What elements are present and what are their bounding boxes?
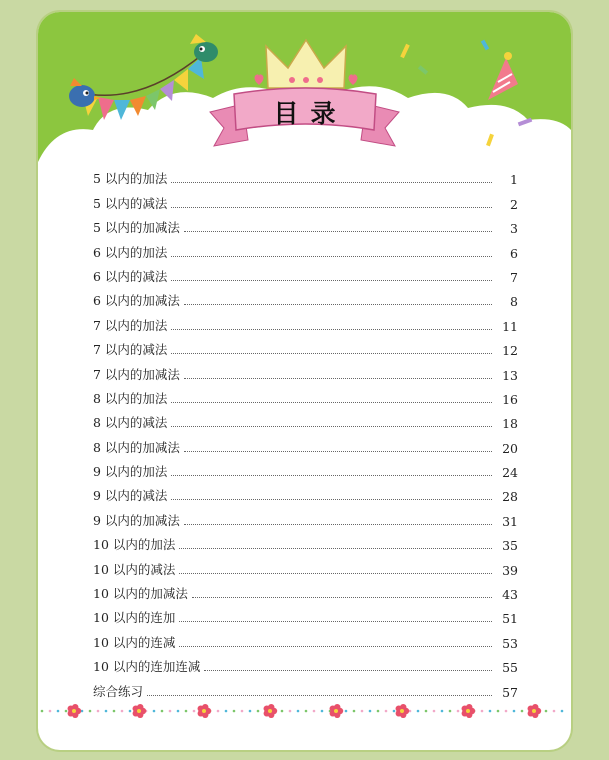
toc-entry-page: 51	[502, 611, 518, 627]
toc-entry-page: 13	[502, 367, 518, 383]
dot-leader	[171, 182, 492, 183]
dot-leader	[171, 280, 492, 281]
dot-leader	[184, 378, 492, 379]
toc-entry-page: 1	[510, 172, 518, 188]
toc-entry-title: 10 以内的减法	[93, 561, 176, 577]
dot-leader	[184, 524, 492, 525]
border-dot	[457, 710, 460, 713]
border-dot	[521, 710, 524, 713]
border-dot	[345, 710, 348, 713]
toc-entry[interactable]	[93, 602, 518, 626]
border-dot	[313, 710, 316, 713]
border-dot	[177, 710, 180, 713]
toc-entry[interactable]	[93, 383, 518, 407]
border-dot	[433, 710, 436, 713]
dot-leader	[171, 402, 492, 403]
flower-icon	[133, 704, 147, 718]
toc-entry-page: 7	[510, 269, 518, 285]
dot-leader	[171, 353, 492, 354]
toc-entry[interactable]	[93, 309, 518, 333]
toc-entry-page: 6	[510, 245, 518, 261]
flower-icon	[528, 704, 542, 718]
toc-entry[interactable]	[93, 480, 518, 504]
border-dot	[289, 710, 292, 713]
toc-entry-page: 20	[502, 440, 518, 456]
toc-entry[interactable]	[93, 163, 518, 187]
toc-entry-page: 3	[510, 221, 518, 237]
toc-entry-title: 5 以内的减法	[93, 195, 168, 211]
toc-entry[interactable]	[93, 675, 518, 699]
toc-entry-page: 8	[510, 294, 518, 310]
toc-entry-page: 43	[502, 587, 518, 603]
toc-entry-page: 11	[502, 318, 518, 334]
toc-entry-page: 24	[502, 465, 518, 481]
toc-entry-title: 10 以内的加减法	[93, 586, 188, 602]
toc-entry-page: 2	[510, 196, 518, 212]
border-dot	[193, 710, 196, 713]
toc-entry[interactable]	[93, 212, 518, 236]
border-dot	[233, 710, 236, 713]
border-dot	[353, 710, 356, 713]
toc-entry-title: 6 以内的加法	[93, 244, 168, 260]
toc-entry[interactable]	[93, 187, 518, 211]
border-dot	[369, 710, 372, 713]
border-dot	[153, 710, 156, 713]
toc-entry[interactable]	[93, 626, 518, 650]
toc-entry-title: 10 以内的连加连减	[93, 659, 201, 675]
border-dot	[225, 710, 228, 713]
border-dot	[41, 710, 44, 713]
dot-leader	[184, 451, 492, 452]
flower-icon	[462, 704, 476, 718]
toc-entry-page: 53	[502, 635, 518, 651]
flower-icon	[396, 704, 410, 718]
toc-entry-page: 55	[502, 660, 518, 676]
toc-entry-page: 28	[502, 489, 518, 505]
flower-icon	[264, 704, 278, 718]
toc-entry-page: 39	[502, 562, 518, 578]
toc-entry-title: 7 以内的加法	[93, 317, 168, 333]
border-dot	[545, 710, 548, 713]
dot-leader	[179, 621, 492, 622]
toc-entry[interactable]	[93, 504, 518, 528]
dot-leader	[171, 426, 492, 427]
border-dot	[113, 710, 116, 713]
border-dot	[241, 710, 244, 713]
toc-entry-title: 10 以内的连加	[93, 610, 176, 626]
border-dot	[89, 710, 92, 713]
toc-entry[interactable]	[93, 407, 518, 431]
border-dot	[553, 710, 556, 713]
border-dot	[129, 710, 132, 713]
toc-entry[interactable]	[93, 529, 518, 553]
dot-leader	[184, 231, 492, 232]
border-dot	[257, 710, 260, 713]
border-dot	[105, 710, 108, 713]
toc-entry-title: 综合练习	[93, 683, 144, 699]
table-of-contents	[93, 163, 518, 700]
border-dot	[497, 710, 500, 713]
border-dot	[505, 710, 508, 713]
toc-entry-title: 10 以内的加法	[93, 537, 176, 553]
toc-entry-title: 9 以内的加法	[93, 464, 168, 480]
border-dot	[441, 710, 444, 713]
border-dot	[561, 710, 564, 713]
toc-entry-title: 6 以内的加减法	[93, 293, 180, 309]
border-dot	[217, 710, 220, 713]
toc-entry[interactable]	[93, 261, 518, 285]
toc-entry[interactable]	[93, 578, 518, 602]
border-dot	[481, 710, 484, 713]
toc-entry-title: 8 以内的加法	[93, 390, 168, 406]
border-dot	[121, 710, 124, 713]
toc-entry-title: 7 以内的加减法	[93, 366, 180, 382]
toc-entry-title: 9 以内的减法	[93, 488, 168, 504]
border-dot	[49, 710, 52, 713]
border-dot	[513, 710, 516, 713]
toc-entry-title: 6 以内的减法	[93, 268, 168, 284]
border-dot	[249, 710, 252, 713]
border-dot	[417, 710, 420, 713]
toc-entry-title: 5 以内的加法	[93, 171, 168, 187]
toc-entry-title: 10 以内的连减	[93, 634, 176, 650]
dot-leader	[204, 670, 492, 671]
border-dot	[161, 710, 164, 713]
border-dot	[385, 710, 388, 713]
border-dot	[425, 710, 428, 713]
toc-entry-title: 5 以内的加减法	[93, 220, 180, 236]
border-dot	[297, 710, 300, 713]
border-dot	[169, 710, 172, 713]
border-dot	[449, 710, 452, 713]
border-dot	[185, 710, 188, 713]
toc-entry-page: 16	[502, 391, 518, 407]
dot-leader	[171, 207, 492, 208]
toc-entry-page: 12	[502, 343, 518, 359]
toc-entry-title: 8 以内的减法	[93, 415, 168, 431]
toc-entry-page: 18	[502, 416, 518, 432]
toc-entry[interactable]	[93, 358, 518, 382]
dot-leader	[184, 304, 492, 305]
toc-page	[38, 12, 571, 750]
dot-leader	[171, 475, 492, 476]
border-dot	[377, 710, 380, 713]
toc-entry[interactable]	[93, 456, 518, 480]
flower-icon	[330, 704, 344, 718]
page-title: 目录	[273, 99, 348, 128]
dot-leader	[192, 597, 492, 598]
dot-leader	[179, 548, 492, 549]
border-dot	[65, 710, 68, 713]
dot-leader	[171, 499, 492, 500]
border-dot	[393, 710, 396, 713]
border-dot	[361, 710, 364, 713]
border-dot	[305, 710, 308, 713]
toc-entry[interactable]	[93, 285, 518, 309]
toc-entry-title: 9 以内的加减法	[93, 512, 180, 528]
dot-leader	[171, 329, 492, 330]
toc-entry-page: 35	[502, 538, 518, 554]
border-dot	[489, 710, 492, 713]
border-dot	[281, 710, 284, 713]
border-dot	[97, 710, 100, 713]
dot-leader	[179, 573, 492, 574]
border-dot	[57, 710, 60, 713]
dot-leader	[147, 695, 492, 696]
toc-entry-title: 7 以内的减法	[93, 342, 168, 358]
flower-icon	[68, 704, 82, 718]
toc-entry[interactable]	[93, 431, 518, 455]
toc-entry-title: 8 以内的加减法	[93, 439, 180, 455]
toc-entry[interactable]	[93, 334, 518, 358]
flower-icon	[198, 704, 212, 718]
toc-entry[interactable]	[93, 236, 518, 260]
toc-entry[interactable]	[93, 553, 518, 577]
toc-entry-page: 31	[502, 513, 518, 529]
toc-entry-page: 57	[502, 684, 518, 700]
border-dot	[321, 710, 324, 713]
dot-leader	[179, 646, 492, 647]
toc-entry[interactable]	[93, 651, 518, 675]
flower-border	[38, 698, 571, 728]
dot-leader	[171, 256, 492, 257]
